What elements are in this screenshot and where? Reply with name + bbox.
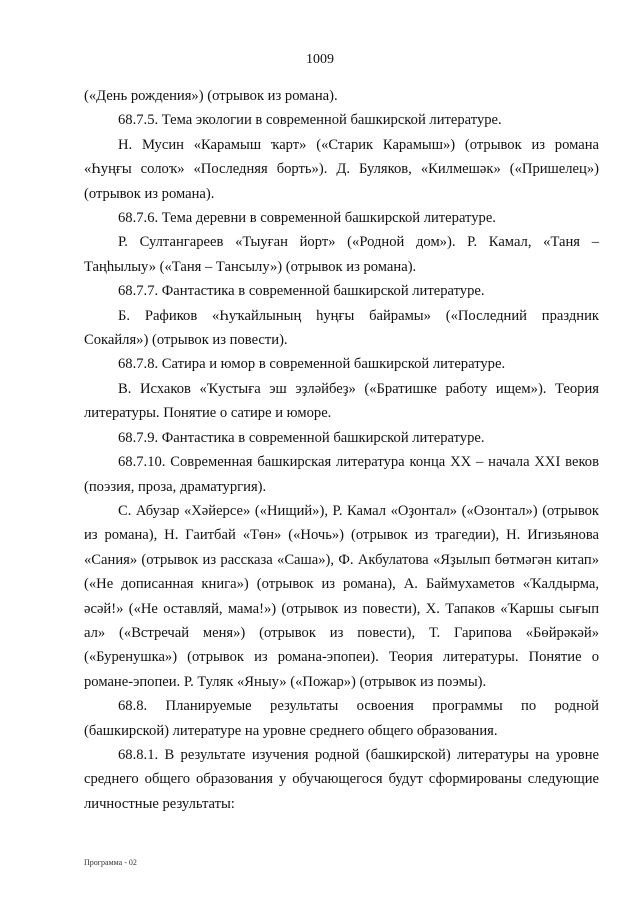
body-text [84, 84, 599, 816]
paragraph: («День рождения») (отрывок из романа). [84, 88, 338, 104]
paragraph: 68.8. Планируемые результаты освоения программы по родной (башкирской) литературе на уровне среднего общего образования. [84, 698, 599, 739]
footer-note: Программа - 02 [84, 858, 137, 867]
paragraph: С. Абузар «Хәйерсе» («Нищий»), Р. Камал «Оҙонтал» («Озонтал») (отрывок из романа), Н. Гаитбай «Төн» («Ночь») (отрывок из трагедии), Н. Игизьянова «Сания» (отрывок из рассказа «Саша»), Ф. Акбулатова «Яҙылып бөтмәгән китап» («Не дописанная книга») (отрывок из романа), А. Баймухаметов «Ҡалдырма, әсәй!» («Не оставляй, мама!») (отрывок из повести), Х. Тапаков «Ҡаршы сығып ал» («Встречай меня») (отрывок из повести), Т. Гарипова «Бөйрәкәй» («Буренушка») (отрывок из романа-эпопеи). Теория литературы. Понятие о романе-эпопеи. Р. Туляк «Яныу» («Пожар») (отрывок из поэмы). [84, 502, 599, 690]
paragraph: В. Исхаков «Ҡустыға эш эҙләйбеҙ» («Братишке работу ищем»). Теория литературы. Понятие о сатире и юморе. [84, 380, 599, 422]
paragraph: 68.8.1. В результате изучения родной (башкирской) литературы на уровне среднего общего образования у обучающегося будут сформированы следующие личностные результаты: [84, 746, 599, 812]
paragraph: 68.7.7. Фантастика в современной башкирской литературе. [118, 283, 485, 300]
paragraph: Б. Рафиков «Һуҡайлының һуңғы байрамы» («Последний праздник Сокайля») (отрывок из повести). [84, 307, 599, 349]
page-number: 1009 [306, 52, 334, 67]
paragraph: 68.7.8. Сатира и юмор в современной башкирской литературе. [118, 356, 506, 373]
paragraph: Н. Мусин «Карамыш ҡарт» («Старик Карамыш») (отрывок из романа «Һуңғы солоҡ» «Последняя борть»). Д. Буляков, «Килмешәк» («Пришелец») (отрывок из романа). [84, 136, 599, 202]
paragraph: 68.7.6. Тема деревни в современной башкирской литературе. [118, 210, 496, 227]
paragraph: 68.7.5. Тема экологии в современной башкирской литературе. [118, 112, 502, 129]
paragraph: Р. Султангареев «Тыуған йорт» («Родной дом»). Р. Камал, «Таня – Таңһылыу» («Таня – Тансылу») (отрывок из романа). [84, 234, 599, 275]
paragraph: 68.7.9. Фантастика в современной башкирской литературе. [118, 429, 485, 446]
paragraph: 68.7.10. Современная башкирская литература конца XX – начала XXI веков (поэзия, проза, драматургия). [84, 454, 599, 495]
